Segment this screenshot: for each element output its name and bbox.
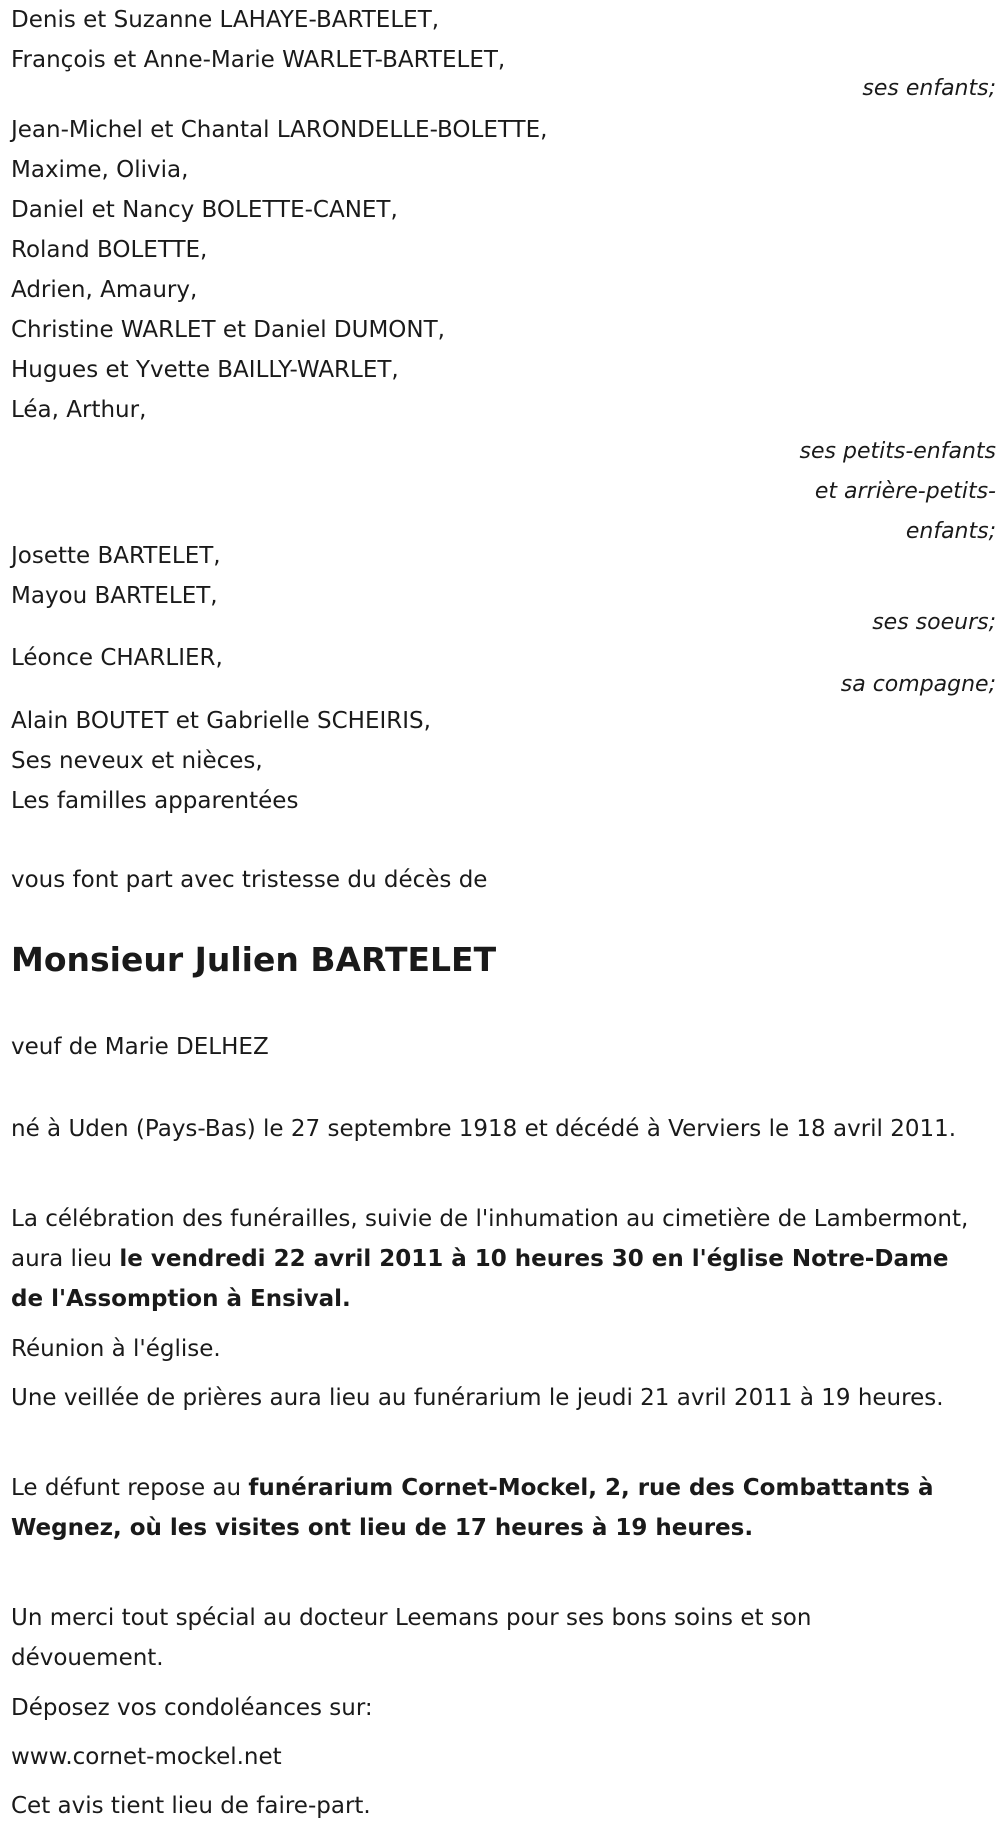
condolences-label: Déposez vos condoléances sur: [11, 1695, 373, 1721]
widower-text: veuf de Marie DELHEZ [11, 1034, 269, 1060]
family-line: Adrien, Amaury, [11, 277, 198, 303]
closing-text: Cet avis tient lieu de faire-part. [11, 1793, 371, 1819]
family-line: Alain BOUTET et Gabrielle SCHEIRIS, [11, 708, 431, 734]
meeting-text: Réunion à l'église. [11, 1336, 221, 1362]
family-line: Jean-Michel et Chantal LARONDELLE-BOLETTE, [11, 117, 548, 143]
funeral-intro: La célébration des funérailles, suivie de l'inhumation au cimetière de Lambermont, aura lieu [11, 1206, 969, 1272]
role-sisters: ses soeurs; [872, 610, 996, 635]
family-line: Léa, Arthur, [11, 397, 147, 423]
family-line: Denis et Suzanne LAHAYE-BARTELET, [11, 7, 440, 33]
family-line: Daniel et Nancy BOLETTE-CANET, [11, 197, 398, 223]
role-grandchildren-3: enfants; [905, 519, 996, 544]
others-section [11, 701, 996, 821]
repose-text [11, 1468, 971, 1548]
announcement-text: vous font part avec tristesse du décès de [11, 867, 488, 893]
family-line: Christine WARLET et Daniel DUMONT, [11, 317, 445, 343]
family-line: Léonce CHARLIER, [11, 645, 223, 671]
birth-death-text: né à Uden (Pays-Bas) le 27 septembre 1918 et décédé à Verviers le 18 avril 2011. [11, 1116, 957, 1142]
companion-section [11, 638, 996, 697]
role-grandchildren-1: ses petits-enfants [799, 439, 996, 464]
family-line: Mayou BARTELET, [11, 583, 218, 609]
family-line: Roland BOLETTE, [11, 237, 208, 263]
family-line: Les familles apparentées [11, 788, 299, 814]
role-children: ses enfants; [862, 76, 996, 101]
children-section [11, 0, 996, 101]
condolences-website[interactable]: www.cornet-mockel.net [11, 1744, 282, 1770]
family-line: Ses neveux et nièces, [11, 748, 263, 774]
thanks-text: Un merci tout spécial au docteur Leemans pour ses bons soins et son dévouement. [11, 1605, 812, 1671]
family-line: Josette BARTELET, [11, 543, 221, 569]
family-line: Hugues et Yvette BAILLY-WARLET, [11, 357, 399, 383]
role-grandchildren-2: et arrière-petits- [814, 479, 996, 504]
repose-details: funérarium Cornet-Mockel, 2, rue des Combattants à Wegnez, où les visites ont lieu de 17 heures à 19 heures. [11, 1475, 934, 1541]
sisters-section [11, 536, 996, 635]
deceased-name: Monsieur Julien BARTELET [11, 940, 497, 979]
repose-intro: Le défunt repose au [11, 1475, 249, 1501]
family-line: Maxime, Olivia, [11, 157, 189, 183]
funeral-details: le vendredi 22 avril 2011 à 10 heures 30 en l'église Notre-Dame de l'Assomption à Ensival. [11, 1246, 949, 1312]
funeral-text [11, 1199, 971, 1319]
vigil-text: Une veillée de prières aura lieu au funérarium le jeudi 21 avril 2011 à 19 heures. [11, 1385, 944, 1411]
family-line: François et Anne-Marie WARLET-BARTELET, [11, 47, 506, 73]
grandchildren-section [11, 110, 996, 544]
role-companion: sa compagne; [840, 672, 996, 697]
